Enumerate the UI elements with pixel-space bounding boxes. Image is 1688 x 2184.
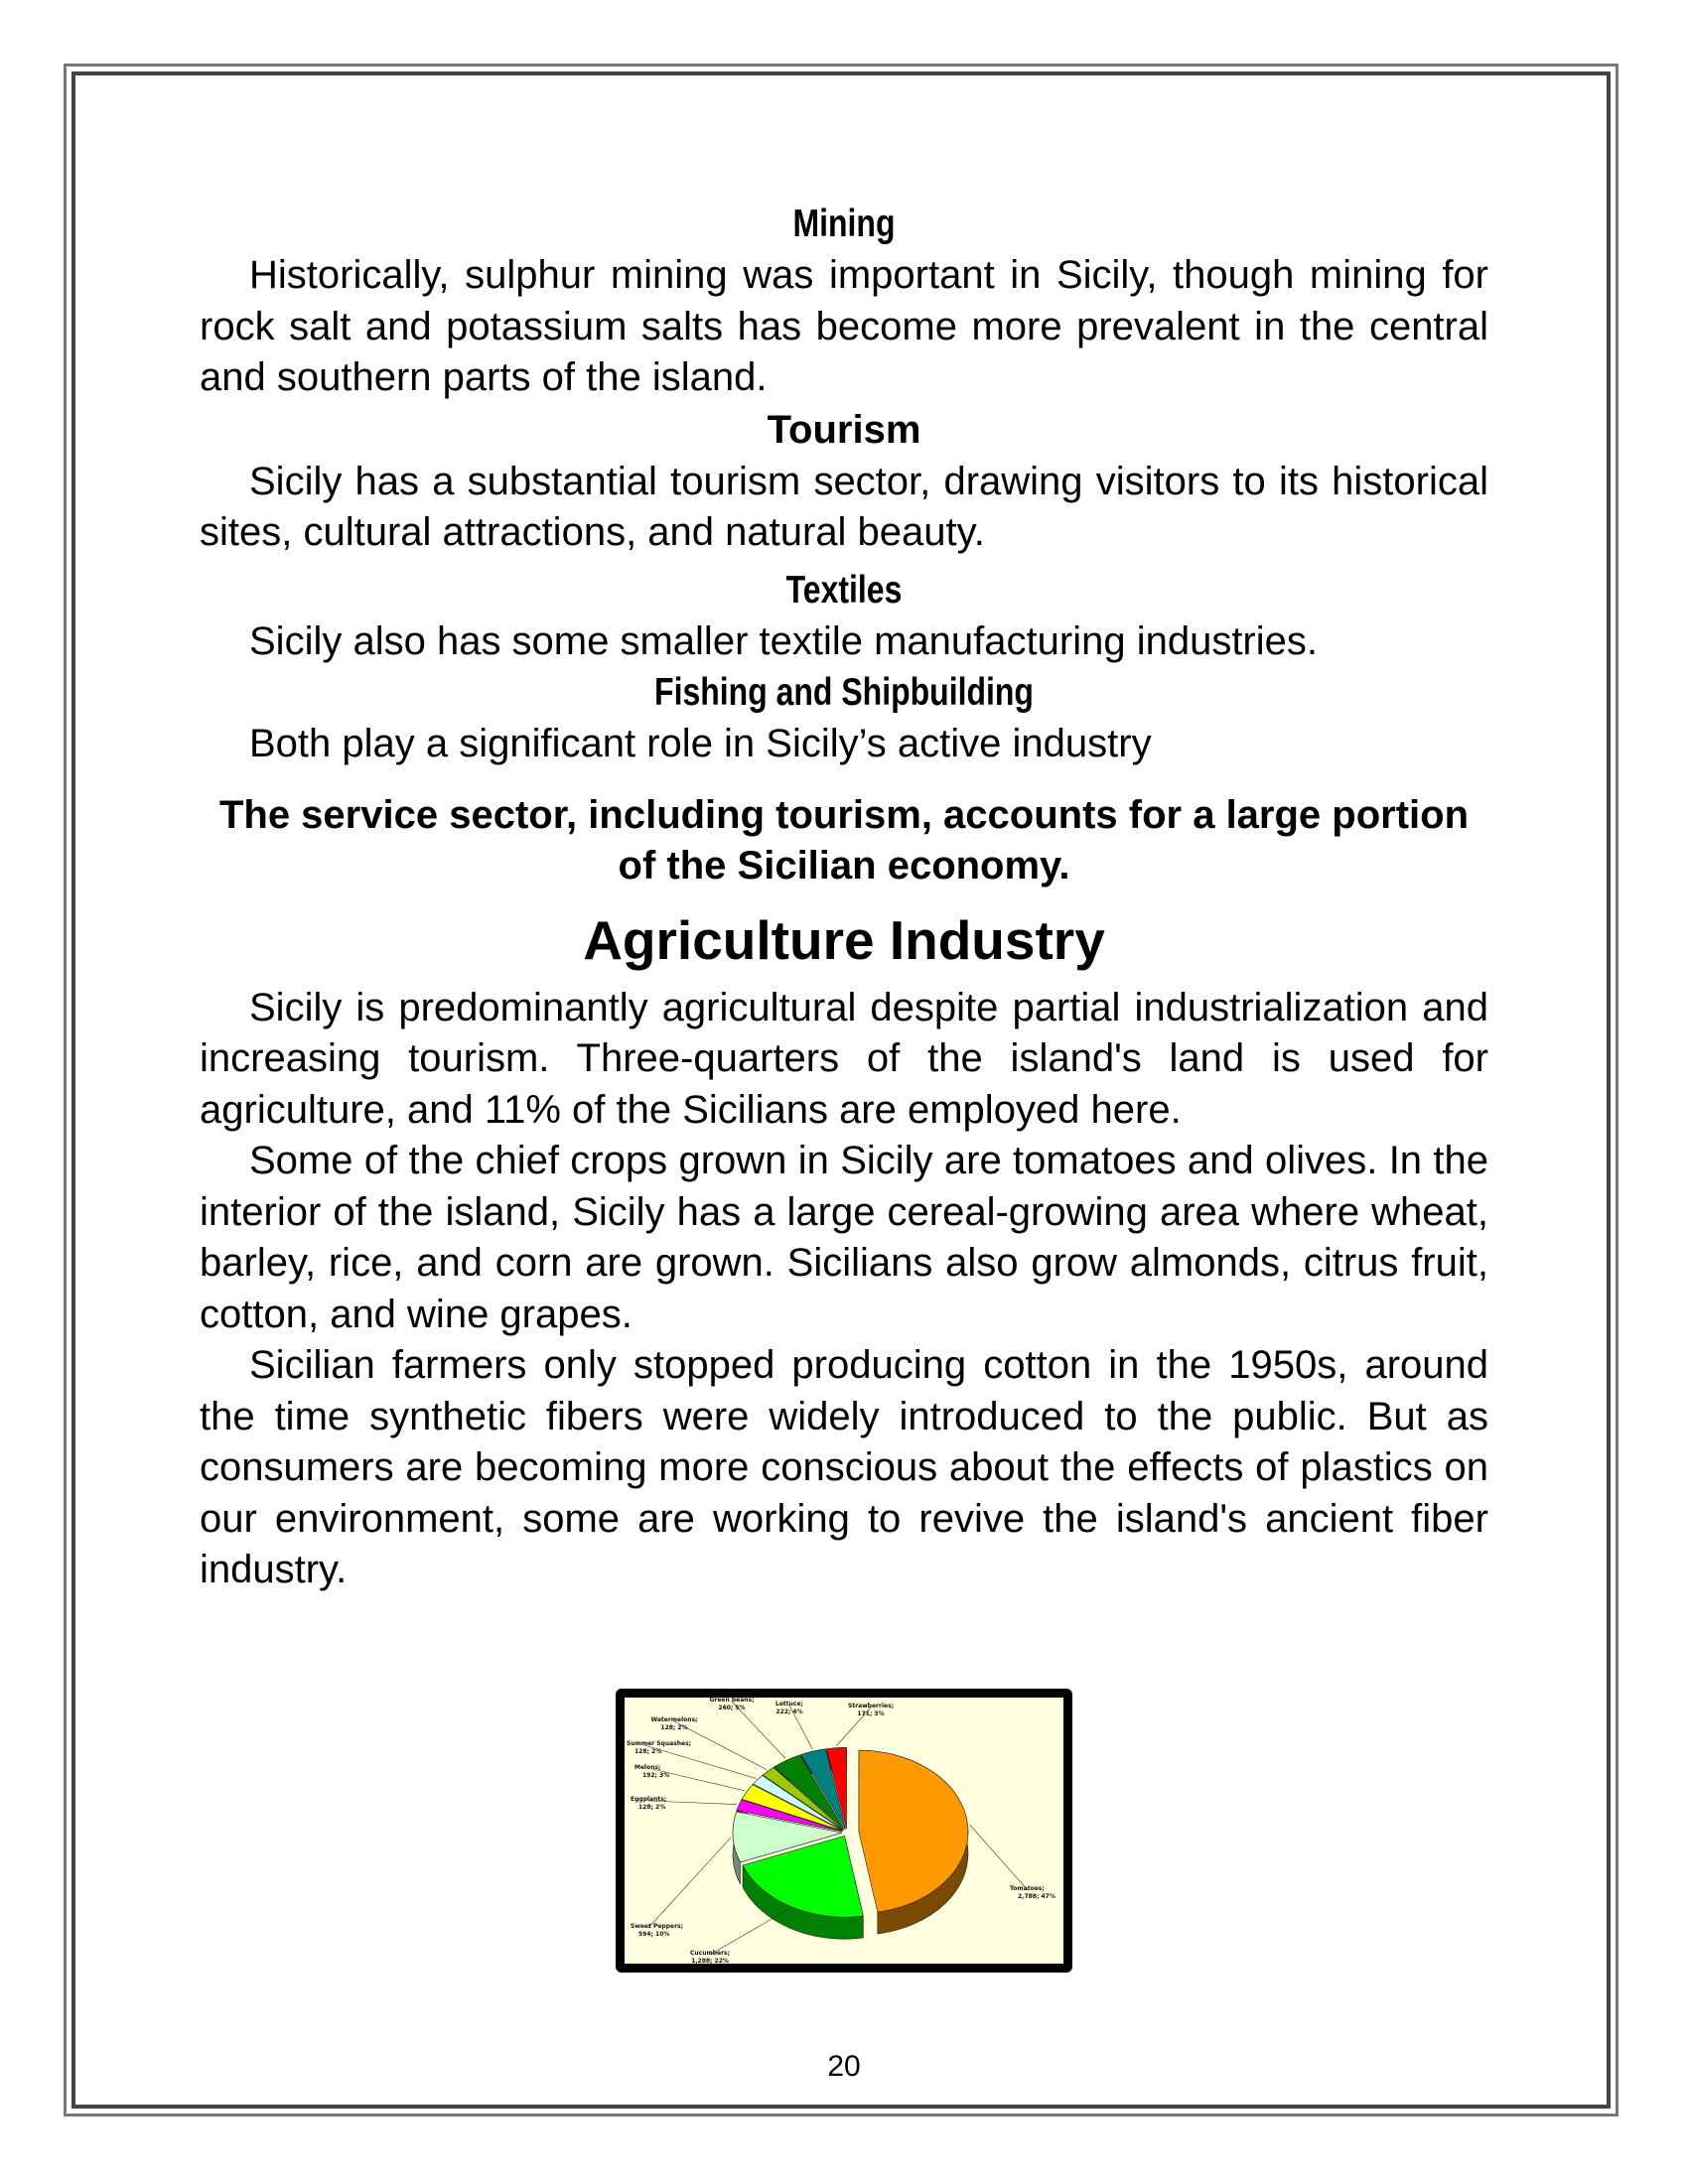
pie-label-watermelons: Watermelons; 128; 2% xyxy=(650,1716,698,1731)
pie-label-sweet-peppers: Sweet Peppers; 594; 10% xyxy=(631,1923,684,1938)
agriculture-title: Agriculture Industry xyxy=(583,908,1105,971)
pie-label-eggplants: Eggplants; 128; 2% xyxy=(631,1796,667,1811)
pie-label-tomatoes: Tomatoes; 2,788; 47% xyxy=(1010,1885,1055,1900)
service-sector-callout: The service sector, including tourism, accounts for a large portion of the Sicilian economy. xyxy=(218,792,1470,887)
pie-label-summer-squashes: Summer Squashes; 128; 2% xyxy=(627,1740,692,1755)
paragraph-textiles: Sicily also has some smaller textile manufacturing industries. xyxy=(249,618,1318,663)
page-content xyxy=(200,199,1488,1596)
paragraph-mining: Historically, sulphur mining was important in Sicily, though mining for rock salt and potassium salts has become more prevalent in the central and southern parts of the island. xyxy=(200,253,1488,399)
paragraph-tourism: Sicily has a substantial tourism sector, drawing visitors to its historical sites, cultural attractions, and natural beauty. xyxy=(200,459,1488,554)
pie-label-lettuce: Lettuce; 222; 4% xyxy=(775,1701,803,1715)
pie-label-green-beans: Green beans; 260; 5% xyxy=(709,1697,755,1711)
agriculture-paragraph-3: Sicilian farmers only stopped producing cotton in the 1950s, around the time synthetic fibers were widely introduced to the public. But as consumers are becoming more conscious about the effects of plastics on our environment, some are working to revive the island's ancient fiber industry. xyxy=(200,1343,1488,1591)
pie-label-cucumbers: Cucumbers; 1,288; 22% xyxy=(689,1950,731,1965)
crop-pie-chart xyxy=(613,1686,1075,1976)
heading-tourism: Tourism xyxy=(767,407,921,452)
paragraph-fishing-shipbuilding: Both play a significant role in Sicily’s active industry xyxy=(249,722,1152,765)
heading-fishing-shipbuilding: Fishing and Shipbuilding xyxy=(654,671,1034,714)
pie-label-melons: Melons; 192; 3% xyxy=(634,1764,670,1779)
agriculture-paragraph-1: Sicily is predominantly agricultural despite partial industrialization and increasing tourism. Three-quarters of the island's land is used for agriculture, and 11% of the Sicilians are employed here. xyxy=(200,985,1488,1132)
page-number: 20 xyxy=(827,2050,861,2083)
agriculture-paragraph-2: Some of the chief crops grown in Sicily are tomatoes and olives. In the interior of the island, Sicily has a large cereal-growing area where wheat, barley, rice, and corn are grown. Sicilians also grow almonds, citrus fruit, cotton, and wine grapes. xyxy=(200,1139,1488,1336)
heading-textiles: Textiles xyxy=(785,568,903,612)
pie-label-strawberries: Strawberries; 171; 3% xyxy=(847,1703,895,1717)
heading-mining: Mining xyxy=(792,203,896,245)
pie-chart-svg xyxy=(613,1686,1075,1976)
